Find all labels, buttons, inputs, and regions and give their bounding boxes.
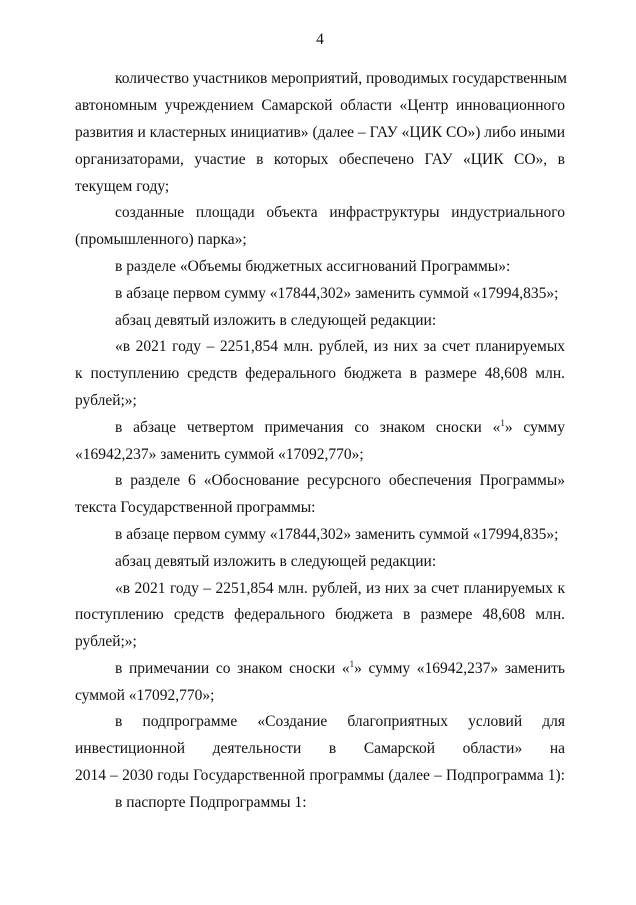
text-line: поступлению средств федерального бюджета в размере 48,608 млн. (75, 606, 565, 623)
text-line: созданные площади объекта инфраструктуры индустриального (115, 204, 565, 221)
text-line: текста Государственной программы: (75, 499, 316, 516)
page-number: 4 (316, 31, 324, 48)
text-line-with-footnote (115, 660, 565, 678)
text-line-with-footnote (115, 419, 565, 437)
text-line: «в 2021 году – 2251,854 млн. рублей, из них за счет планируемых к (115, 580, 565, 597)
text-line: рублей;»; (75, 633, 137, 650)
text-line: в абзаце первом сумму «17844,302» заменить суммой «17994,835»; (115, 285, 559, 302)
text-line: развития и кластерных инициатив» (далее – ГАУ «ЦИК СО») либо иными (75, 124, 565, 141)
text-line: текущем году; (75, 178, 170, 195)
text-line: к поступлению средств федерального бюджета в размере 48,608 млн. (75, 365, 565, 382)
text-line: в паспорте Подпрограммы 1: (115, 794, 307, 811)
text-segment: » сумму (504, 419, 565, 436)
text-line: абзац девятый изложить в следующей редакции: (115, 553, 437, 570)
text-line: 2014 – 2030 годы Государственной программы (далее – Подпрограмма 1): (75, 767, 565, 784)
text-line: абзац девятый изложить в следующей редакции: (115, 312, 437, 329)
text-line: организаторами, участие в которых обеспечено ГАУ «ЦИК СО», в (75, 151, 565, 168)
text-line: количество участников мероприятий, проводимых государственным (115, 70, 567, 87)
text-line: инвестиционной деятельности в Самарской области» на (75, 740, 565, 757)
text-line: в разделе «Объемы бюджетных ассигнований Программы»: (115, 258, 511, 275)
text-segment: в абзаце четвертом примечания со знаком сноски « (115, 419, 501, 436)
text-line: в разделе 6 «Обоснование ресурсного обеспечения Программы» (115, 472, 565, 489)
text-line: суммой «17092,770»; (75, 687, 215, 704)
text-segment: в примечании со знаком сноски « (115, 660, 350, 677)
text-line: в подпрограмме «Создание благоприятных условий для (115, 713, 565, 730)
text-line: «16942,237» заменить суммой «17092,770»; (75, 446, 364, 463)
footnote-mark: 1 (500, 418, 505, 428)
text-segment: » сумму «16942,237» заменить (354, 660, 565, 677)
text-line: автономным учреждением Самарской области «Центр инновационного (75, 97, 565, 114)
text-line: рублей;»; (75, 392, 137, 409)
text-line: (промышленного) парка»; (75, 231, 247, 248)
footnote-mark: 1 (349, 659, 355, 669)
text-line: в абзаце первом сумму «17844,302» заменить суммой «17994,835»; (115, 526, 559, 543)
text-line: «в 2021 году – 2251,854 млн. рублей, из них за счет планируемых (115, 338, 565, 355)
